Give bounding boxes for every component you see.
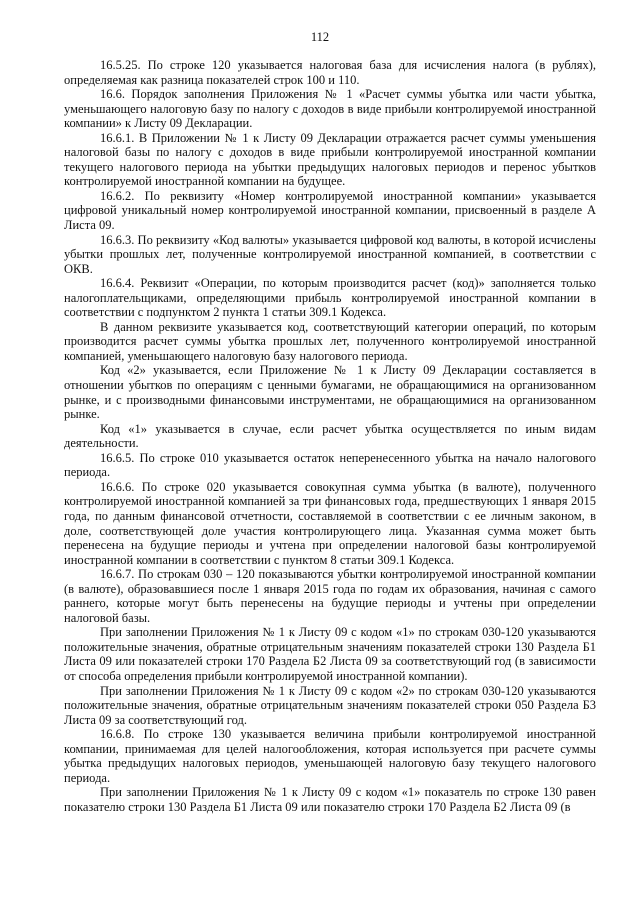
paragraph-line-130: При заполнении Приложения № 1 к Листу 09 с кодом «1» показатель по строке 130 равен показателю строки 130 Раздела Б1 Листа 09 или показателю строки 170 Раздела Б2 Листа 09 (в xyxy=(64,785,596,814)
paragraph-code-1: Код «1» указывается в случае, если расчет убытка осуществляется по иным видам деятельности. xyxy=(64,421,596,451)
paragraph-16-6-1: 16.6.1. В Приложении № 1 к Листу 09 Декларации отражается расчет суммы уменьшения налоговой базы по налогу с доходов в виде прибыли контролируемой иностранной компании текущего налогового периода на убытки предыдущих налоговых периодов и перенос убытков контролируемой иностранной компании на будущее. xyxy=(64,130,596,189)
paragraph-16-6-5: 16.6.5. По строке 010 указывается остаток неперенесенного убытка на начало налогового периода. xyxy=(64,450,596,480)
paragraph-16-6-4: 16.6.4. Реквизит «Операции, по которым производится расчет (код)» заполняется только налогоплательщиками, определяющими прибыль контролируемой иностранной компании в соответствии с подпунктом 2 пункта 1 статьи 309.1 Кодекса. xyxy=(64,276,596,320)
paragraph-16-6-3: 16.6.3. По реквизиту «Код валюты» указывается цифровой код валюты, в которой исчислены убытки прошлых лет, полученные контролируемой иностранной компанией, в соответствии с ОКВ. xyxy=(64,232,596,276)
page-number: 112 xyxy=(310,30,330,44)
paragraph-code-2: Код «2» указывается, если Приложение № 1 к Листу 09 Декларации составляется в отношении убытков по операциям с ценными бумагами, не обращающимися на организованном рынке, и с производными финансовыми инструментами, не обращающимися на организованном рынке. xyxy=(64,363,596,422)
document-body xyxy=(64,58,596,814)
paragraph-16-6-6: 16.6.6. По строке 020 указывается совокупная сумма убытка (в валюте), полученного контролируемой иностранной компанией за три финансовых года, предшествующих 1 января 2015 года, по данным финансовой отчетности, составляемой в соответствии с ее личным законом, в доле, соответствующей доле участия контролирующего лица. Указанная сумма может быть перенесена на будущие периоды и учтена при определении налоговой базы контролируемой иностранной компании в соответствии с пунктом 8 статьи 309.1 Кодекса. xyxy=(64,479,596,567)
paragraph-code-1-lines: При заполнении Приложения № 1 к Листу 09 с кодом «1» по строкам 030-120 указываются положительные значения, обратные отрицательным значениям показателей строки 130 Раздела Б1 Листа 09 или показателей строки 170 Раздела Б2 Листа 09 за соответствующий год (в зависимости от способа определения прибыли контролируемой иностранной компании). xyxy=(64,625,596,683)
paragraph-code-2-lines: При заполнении Приложения № 1 к Листу 09 с кодом «2» по строкам 030-120 указываются положительные значения, обратные отрицательным значениям показателей строки 050 Раздела Б3 Листа 09 за соответствующий год. xyxy=(64,683,596,727)
paragraph-16-6-7: 16.6.7. По строкам 030 – 120 показываются убытки контролируемой иностранной компании (в валюте), образовавшиеся после 1 января 2015 года по годам их образования, начиная с самого раннего, которые могут быть перенесены на будущие периоды и учтены при определении налоговой базы. xyxy=(64,567,596,625)
paragraph-16-6: 16.6. Порядок заполнения Приложения № 1 «Расчет суммы убытка или части убытка, уменьшающего налоговую базу по налогу с доходов в виде прибыли контролируемой иностранной компании» к Листу 09 Декларации. xyxy=(64,87,596,131)
paragraph-operation-code: В данном реквизите указывается код, соответствующий категории операций, по которым производится расчет суммы убытка прошлых лет, полученного контролируемой иностранной компанией, уменьшающего налоговую базу налогового периода. xyxy=(64,319,596,363)
paragraph-16-6-2: 16.6.2. По реквизиту «Номер контролируемой иностранной компании» указывается цифровой уникальный номер контролируемой иностранной компании, присвоенный в разделе А Листа 09. xyxy=(64,188,596,233)
paragraph-16-6-8: 16.6.8. По строке 130 указывается величина прибыли контролируемой иностранной компании, принимаемая для целей налогообложения, которая используется при расчете суммы убытка предыдущих налоговых периодов, уменьшающей налоговую базу текущего налогового периода. xyxy=(64,727,596,785)
paragraph-16-5-25: 16.5.25. По строке 120 указывается налоговая база для исчисления налога (в рублях), определяемая как разница показателей строк 100 и 110. xyxy=(64,58,596,87)
